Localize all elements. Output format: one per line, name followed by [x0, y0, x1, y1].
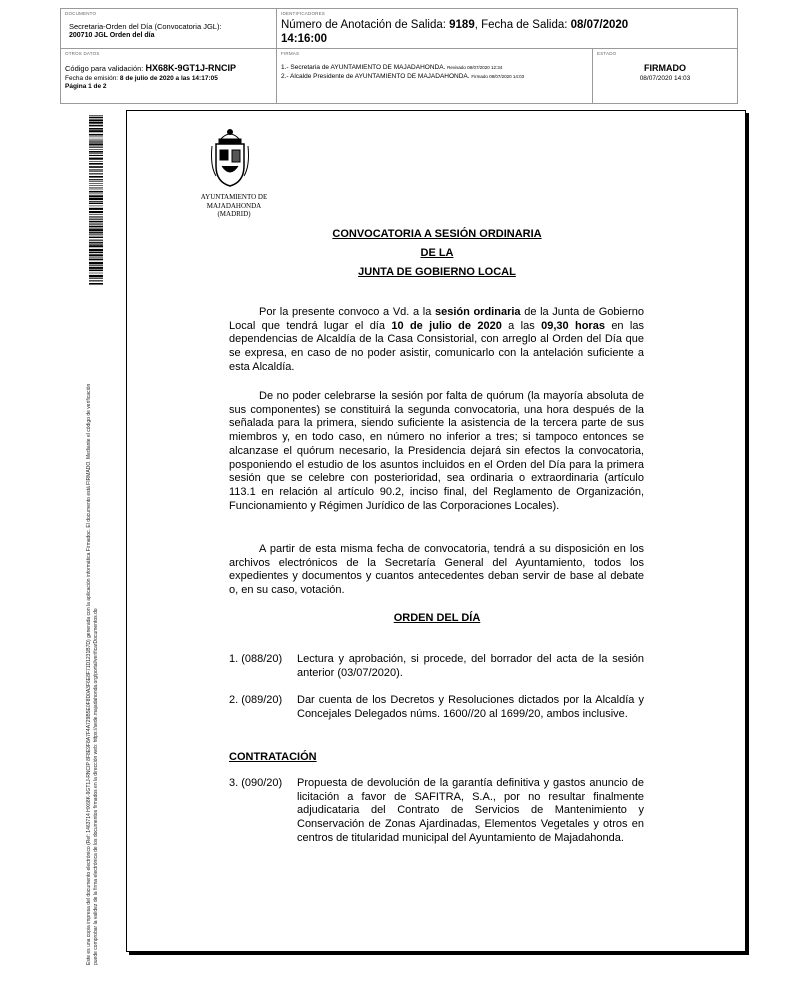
p1-text4: en las dependencias de Alcaldía de la Casa Consistorial, con arreglo al Orden del Día que se expresa, en caso de no poder asistir, comunicarlo con la antelación suficiente a esta Alcaldía. [229, 319, 644, 373]
letterhead-line1: AYUNTAMIENTO DE [200, 193, 268, 201]
identificadores-cell [277, 9, 737, 49]
paragraph-3 [229, 543, 644, 598]
firmas-label: FIRMAS [281, 51, 300, 56]
verification-line2: puede comprobar la validez de la firma electrónica de los documentos firmados en la dirección web: https://sede.majadahonda.org/portal/verificarDocumentos.do [93, 608, 99, 965]
paragraph-3-text: A partir de esta misma fecha de convocatoria, tendrá a su disposición en los archivos electrónicos de la Secretaría General del Ayuntamiento, todos los expedientes y documentos y cuantos antecedentes deban servir de base al debate o, en su caso, votación. [229, 543, 644, 597]
firma-1 [281, 64, 502, 71]
firma-2 [281, 73, 524, 80]
verification-side-text [86, 275, 100, 965]
title-line2: DE LA [420, 247, 454, 259]
identificadores-value [281, 18, 681, 46]
firmas-cell [277, 49, 593, 103]
salida-prefix: Número de Anotación de Salida: [281, 19, 450, 31]
otros-datos-cell [61, 49, 277, 103]
codigo-value: HX68K-9GT1J-RNCIP [145, 63, 236, 73]
agenda-item-text: Propuesta de devolución de la garantía definitiva y gastos anuncio de licitación a favor de SAFITRA, S.A., por no resultar finalmente adjudicataria del Contrato de Servicios de Mantenimiento y Conservación de Zonas Ajardinadas, Elementos Vegetales y otros en centros de titularidad municipal del Ayuntamiento de Majadahonda. [297, 777, 644, 844]
paragraph-1 [229, 306, 644, 375]
documento-line2: 200710 JGL Orden del día [69, 32, 155, 39]
identificadores-label: IDENTIFICADORES [281, 11, 326, 16]
fecha-emision-value: 8 de julio de 2020 a las 14:17:05 [119, 75, 218, 82]
otros-datos-label: OTROS DATOS [65, 51, 100, 56]
agenda-item-text: Dar cuenta de los Decretos y Resoluciones dictados por la Alcaldía y Concejales Delegados núms. 1600//20 al 1699/20, ambos inclusive. [297, 694, 644, 720]
status-badge: FIRMADO [644, 63, 686, 73]
title-line1: CONVOCATORIA A SESIÓN ORDINARIA [332, 228, 542, 240]
estado-cell [593, 49, 737, 103]
fecha-emision-label: Fecha de emisión: [65, 75, 120, 82]
verification-line1: Este es una copia impresa del documento electrónico (Ref: 1463714 HX68K-9GT1J-RNCIP 8F8E9F8A7F4A729B5E0F8D0A3F6E8F71D1231B7D) generada con la aplicación informática Firmadoc. El documento está FIRMADO. Mediante el código de verificación [86, 383, 92, 965]
salida-date: 08/07/2020 [570, 19, 629, 31]
letterhead-line2: MAJADAHONDA [206, 201, 262, 210]
title-line3: JUNTA DE GOBIERNO LOCAL [358, 266, 516, 278]
p1-text2: de la Junta de Gobierno Local que tendrá lugar el día [229, 306, 644, 332]
section-contratacion: CONTRATACIÓN [229, 751, 317, 763]
firma-1-date: Revisado 08/07/2020 12:34 [447, 65, 503, 70]
p1-bold2: 10 de julio de 2020 [391, 319, 502, 332]
salida-number: 9189 [449, 19, 475, 31]
p1-text3: a las [501, 319, 542, 332]
paragraph-2 [229, 390, 644, 513]
fecha-emision [65, 75, 218, 82]
salida-time: 14:16:00 [281, 33, 328, 45]
documento-cell [61, 9, 277, 49]
documento-label: DOCUMENTO [65, 11, 97, 16]
paragraph-2-text: De no poder celebrarse la sesión por falta de quórum (la mayoría absoluta de sus componentes) se constituirá la segunda convocatoria, una hora después de la señalada para la primera, siendo suficiente la asistencia de la tercera parte de sus miembros y, en todo caso, en número no inferior a tres; si tampoco entonces se alcanzase el quórum necesario, la Presidencia dejará sin efectos la convocatoria, posponiendo el estudio de los asuntos incluidos en el Orden del Día para la primera sesión que se celebre con posterioridad, sea ordinaria o extraordinaria (artículo 113.1 en relación al artículo 90.2, inciso final, del Reglamento de Organización, Funcionamiento y Régimen Jurídico de las Corporaciones Locales). [229, 390, 644, 512]
p1-text1: Por la presente convoco a Vd. a la [259, 306, 435, 318]
status-date: 08/07/2020 14:03 [639, 75, 691, 82]
agenda-item-number: 1. (088/20) [229, 653, 283, 665]
pagina-indicator: Página 1 de 2 [65, 83, 107, 90]
firma-1-text: 1.- Secretaria de AYUNTAMIENTO DE MAJADAHONDA. [281, 64, 446, 71]
barcode-icon [89, 115, 103, 285]
p1-bold3: 09,30 horas [541, 319, 605, 332]
p1-bold1: sesión ordinaria [434, 306, 521, 318]
coat-of-arms-icon [208, 126, 252, 192]
firma-2-text: 2.- Alcalde Presidente de AYUNTAMIENTO DE MAJADAHONDA. [281, 73, 470, 80]
codigo-label: Código para validación: [65, 64, 146, 73]
letterhead [184, 193, 284, 219]
firma-2-date: Firmado 08/07/2020 14:03 [471, 74, 525, 79]
document-header [60, 8, 738, 104]
orden-del-dia-title: ORDEN DEL DÍA [393, 612, 481, 624]
agenda-item-number: 3. (090/20) [229, 777, 283, 789]
documento-line1: Secretaria-Orden del Día (Convocatoria JGL): [69, 22, 222, 31]
agenda-item-text: Lectura y aprobación, si procede, del borrador del acta de la sesión anterior (03/07/2020). [297, 653, 644, 679]
salida-middle: , Fecha de Salida: [474, 19, 571, 31]
letterhead-line3: (MADRID) [217, 210, 251, 218]
codigo-validacion [65, 63, 236, 73]
estado-label: ESTADO [597, 51, 617, 56]
agenda-item-number: 2. (089/20) [229, 694, 283, 706]
